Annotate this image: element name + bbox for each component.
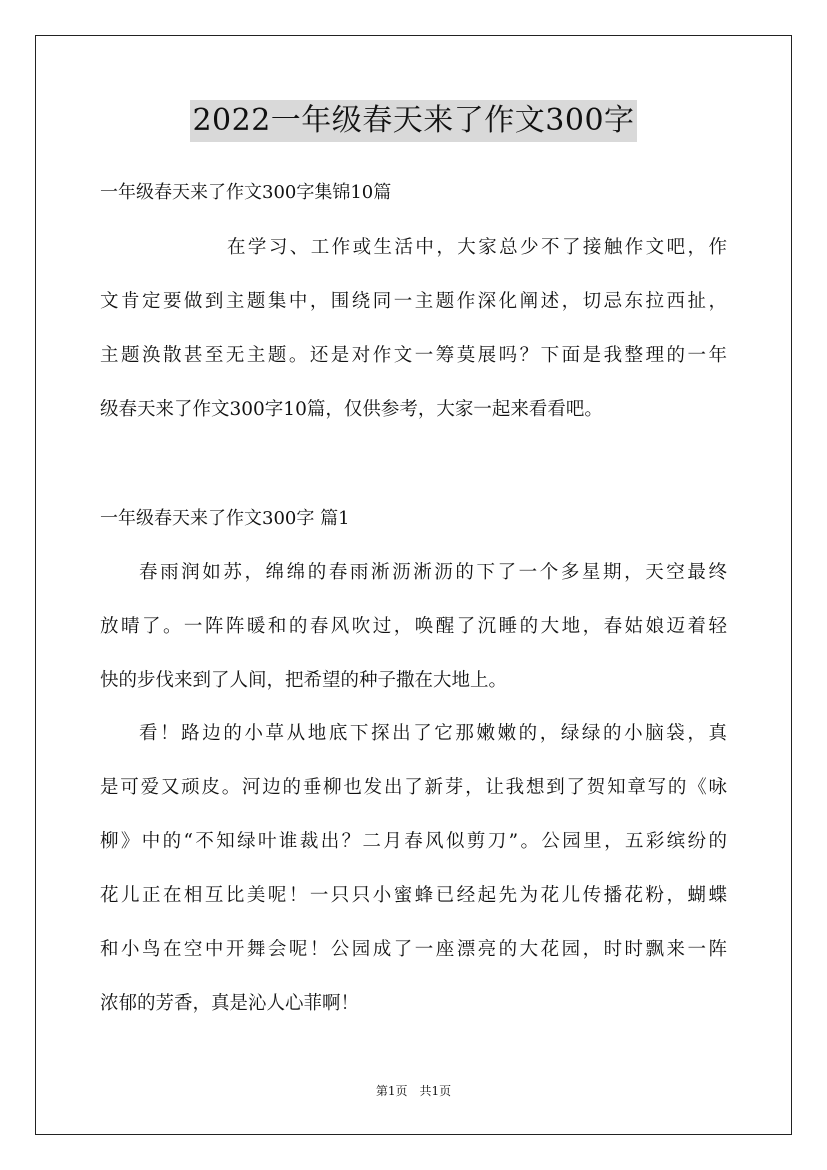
document-title: 2022一年级春天来了作文300字 <box>190 100 636 142</box>
text-line: 文肯定要做到主题集中，围绕同一主题作深化阐述，切忌东拉西扯， <box>100 291 727 312</box>
text-line: 放晴了。一阵阵暖和的春风吹过，唤醒了沉睡的大地，春姑娘迈着轻 <box>100 616 727 637</box>
title-container <box>0 100 827 142</box>
collection-heading: 一年级春天来了作文300字集锦10篇 <box>100 182 392 203</box>
section-heading: 一年级春天来了作文300字 篇1 <box>100 508 350 529</box>
text-line: 快的步伐来到了人间，把希望的种子撒在大地上。 <box>100 670 508 691</box>
text-line: 级春天来了作文300字10篇，仅供参考，大家一起来看看吧。 <box>100 399 603 420</box>
page-number: 第1页 共1页 <box>375 1084 452 1098</box>
text-line: 看！路边的小草从地底下探出了它那嫩嫩的，绿绿的小脑袋，真 <box>139 723 727 744</box>
text-line: 是可爱又顽皮。河边的垂柳也发出了新芽，让我想到了贺知章写的《咏 <box>100 777 727 798</box>
text-line: 在学习、工作或生活中，大家总少不了接触作文吧，作 <box>227 237 727 258</box>
text-line: 主题涣散甚至无主题。还是对作文一筹莫展吗？下面是我整理的一年 <box>100 345 727 366</box>
text-line: 和小鸟在空中开舞会呢！公园成了一座漂亮的大花园，时时飘来一阵 <box>100 939 727 960</box>
text-line: 柳》中的“不知绿叶谁裁出？二月春风似剪刀”。公园里，五彩缤纷的 <box>100 831 727 852</box>
text-line: 浓郁的芳香，真是沁人心菲啊！ <box>100 993 360 1014</box>
text-line: 春雨润如苏，绵绵的春雨淅沥淅沥的下了一个多星期，天空最终 <box>139 562 727 583</box>
text-line: 花儿正在相互比美呢！一只只小蜜蜂已经起先为花儿传播花粉，蝴蝶 <box>100 885 727 906</box>
